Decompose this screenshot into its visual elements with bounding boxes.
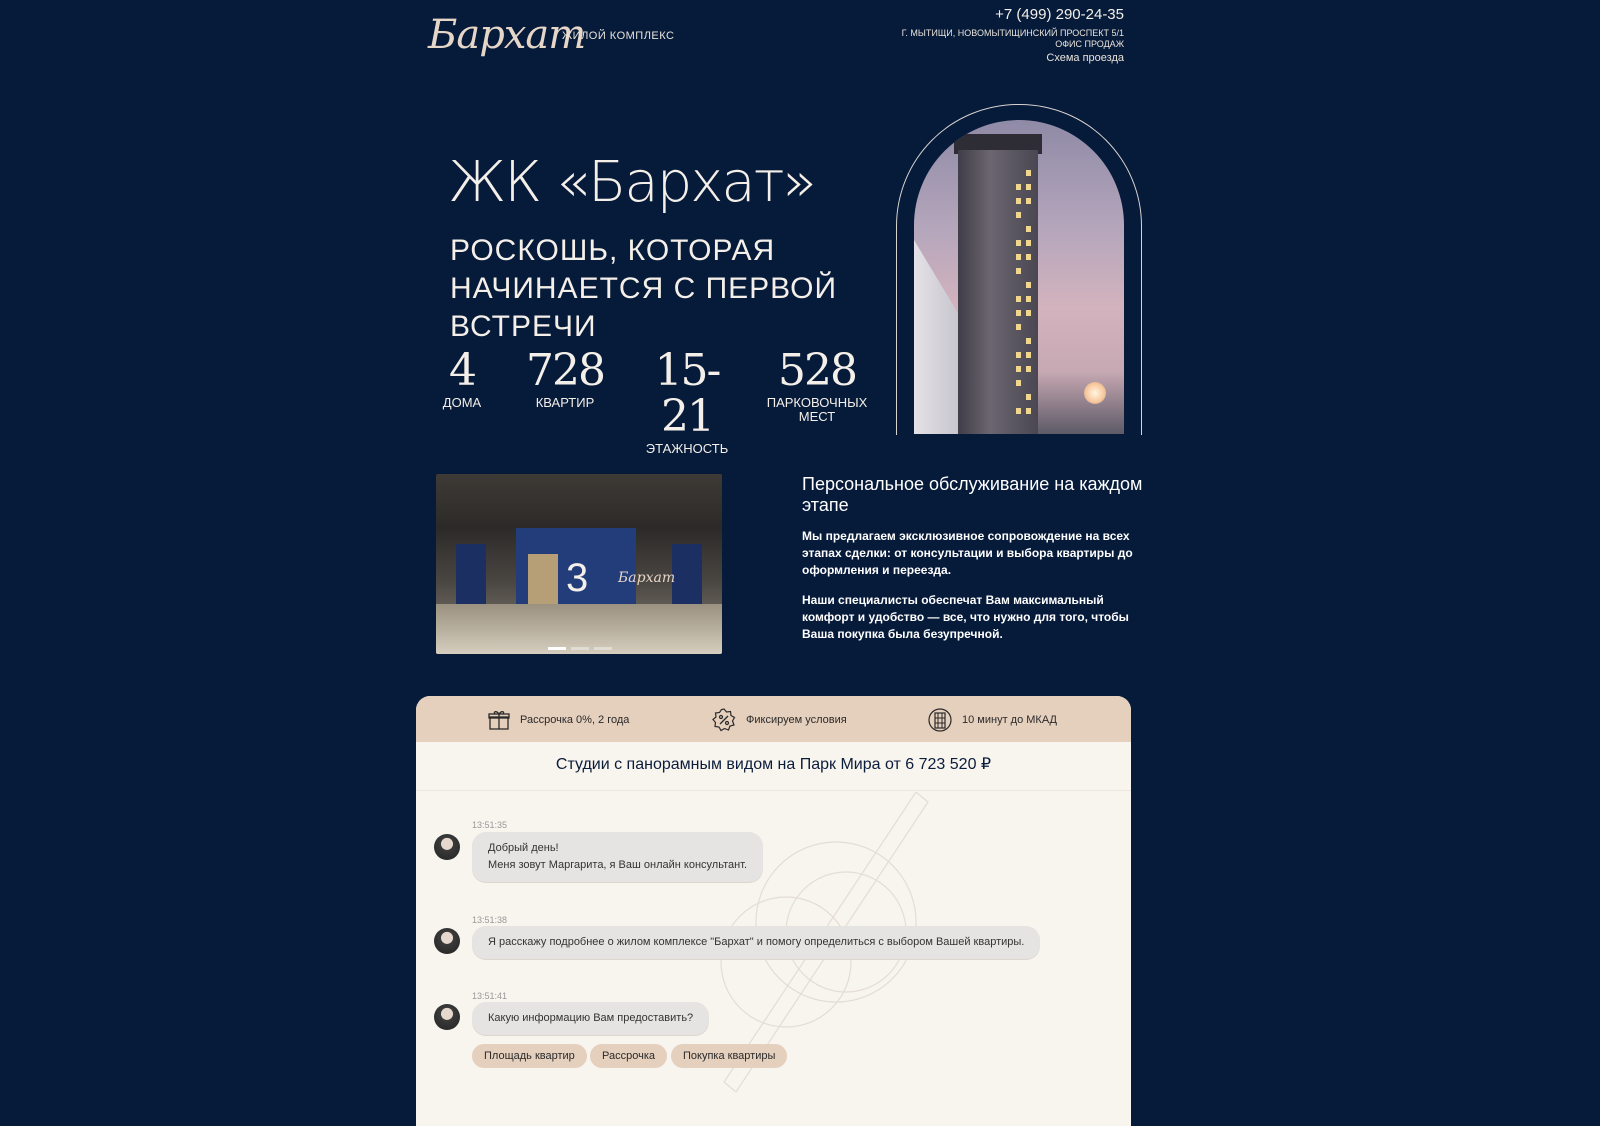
tower (958, 150, 1038, 434)
advantage-label: 10 минут до МКАД (962, 714, 1057, 726)
tower-window (1026, 338, 1031, 344)
slider-dot[interactable] (594, 647, 612, 650)
chat-message (472, 1002, 709, 1035)
quick-reply-area[interactable]: Площадь квартир (472, 1044, 587, 1068)
stat-apartments (520, 345, 610, 410)
tower-window (1016, 366, 1021, 372)
hero-title: ЖК «Бархат» (448, 150, 815, 215)
advantage-label: Рассрочка 0%, 2 года (520, 714, 630, 726)
stat-value: 728 (526, 345, 604, 396)
tower-window (1026, 310, 1031, 316)
stat-label: ЭТАЖНОСТЬ (645, 441, 729, 456)
stat-value: 528 (778, 345, 856, 396)
tower-window (1026, 282, 1031, 288)
tower-window (1016, 240, 1021, 246)
service-title: Персональное обслуживание на каждом этапе (802, 474, 1143, 515)
chat-message (472, 832, 763, 882)
hero-subtitle (450, 232, 890, 346)
chat-message (472, 926, 1040, 959)
offer-title: Студии с панорамным видом на Парк Мира от 6 723 520 ₽ (555, 756, 992, 773)
gift-icon (488, 709, 510, 731)
photo-slider[interactable] (436, 474, 722, 654)
quick-reply-purchase[interactable]: Покупка квартиры (671, 1044, 787, 1068)
tower-window (1016, 198, 1021, 204)
wall-stripe (672, 544, 702, 604)
message-line: Какую информацию Вам предоставить? (488, 1012, 694, 1024)
consultant-avatar (434, 928, 460, 954)
phone-number[interactable]: +7 (499) 290-24-35 (995, 6, 1124, 23)
route-link[interactable]: Схема проезда (1046, 52, 1124, 64)
tower-window (1016, 184, 1021, 190)
slider-dot[interactable] (571, 647, 589, 650)
slider-dots (548, 637, 617, 654)
quick-reply-installment[interactable]: Рассрочка (590, 1044, 667, 1068)
stat-houses (432, 345, 492, 410)
slider-dot[interactable] (548, 647, 566, 650)
slider-logo: Бархат (618, 570, 676, 586)
tower-window (1016, 212, 1021, 218)
sun (1084, 382, 1106, 404)
building-number: 3 (566, 556, 589, 600)
consultant-avatar (434, 834, 460, 860)
stat-label: ПАРКОВОЧНЫХ МЕСТ (766, 395, 868, 424)
stats (432, 345, 882, 456)
percent-badge-icon (712, 708, 736, 732)
logo[interactable]: Бархат (428, 12, 586, 58)
stat-parking (762, 345, 872, 424)
tower-window (1026, 408, 1031, 414)
address-office: ОФИС ПРОДАЖ (1055, 39, 1124, 49)
building-icon (928, 708, 952, 732)
message-line: Меня зовут Маргарита, я Ваш онлайн консультант. (488, 859, 748, 871)
stat-value: 4 (449, 345, 475, 396)
tower-window (1016, 324, 1021, 330)
advantage-mkad (928, 708, 1057, 732)
tower-window (1016, 296, 1021, 302)
advantage-label: Фиксируем условия (746, 714, 847, 726)
service-text-1: Мы предлагаем эксклюзивное сопровождение на всех этапах сделки: от консультации и выбора квартиры до оформления и переезда. (802, 529, 1133, 577)
divider (416, 790, 1131, 791)
message-time: 13:51:35 (472, 820, 508, 830)
stat-label: КВАРТИР (535, 395, 595, 410)
message-line: Добрый день! (488, 842, 559, 854)
tower-window (1016, 254, 1021, 260)
tower-window (1026, 170, 1031, 176)
hero-subtitle-line1: РОСКОШЬ, КОТОРАЯ (450, 234, 776, 267)
tower-window (1016, 408, 1021, 414)
tagline: ЖИЛОЙ КОМПЛЕКС (562, 30, 675, 42)
tower-window (1026, 394, 1031, 400)
advantage-fixed-terms (712, 708, 847, 732)
tower-window (1026, 296, 1031, 302)
tower-window (1026, 184, 1031, 190)
advantage-installment (488, 708, 629, 732)
address-line: Г. МЫТИЩИ, НОВОМЫТИЩИНСКИЙ ПРОСПЕКТ 5/1 (901, 28, 1124, 38)
building-image (914, 120, 1124, 434)
tower-window (1026, 254, 1031, 260)
stat-value: 15-21 (654, 345, 720, 442)
stat-label: ДОМА (442, 395, 482, 410)
tower-window (1016, 268, 1021, 274)
advantages-bar (416, 696, 1131, 742)
tower-window (1016, 310, 1021, 316)
stat-floors (632, 345, 742, 456)
service-text-2: Наши специалисты обеспечат Вам максимальный комфорт и удобство — все, что нужно для того, чтобы Ваша покупка была безупречной. (802, 593, 1129, 641)
tower-window (1016, 380, 1021, 386)
hero-subtitle-line2: НАЧИНАЕТСЯ С ПЕРВОЙ ВСТРЕЧИ (450, 272, 838, 343)
message-time: 13:51:38 (472, 915, 508, 925)
tower-window (1026, 226, 1031, 232)
tower-window (1016, 352, 1021, 358)
wall-stripe (456, 544, 486, 604)
tower-window (1026, 352, 1031, 358)
tower-window (1026, 240, 1031, 246)
tower-window (1026, 198, 1031, 204)
tower-window (1026, 366, 1031, 372)
consultant-avatar (434, 1004, 460, 1030)
message-time: 13:51:41 (472, 991, 508, 1001)
message-line: Я расскажу подробнее о жилом комплексе "Бархат" и помогу определиться с выбором Вашей квартиры. (488, 936, 1025, 948)
address (824, 28, 1124, 50)
